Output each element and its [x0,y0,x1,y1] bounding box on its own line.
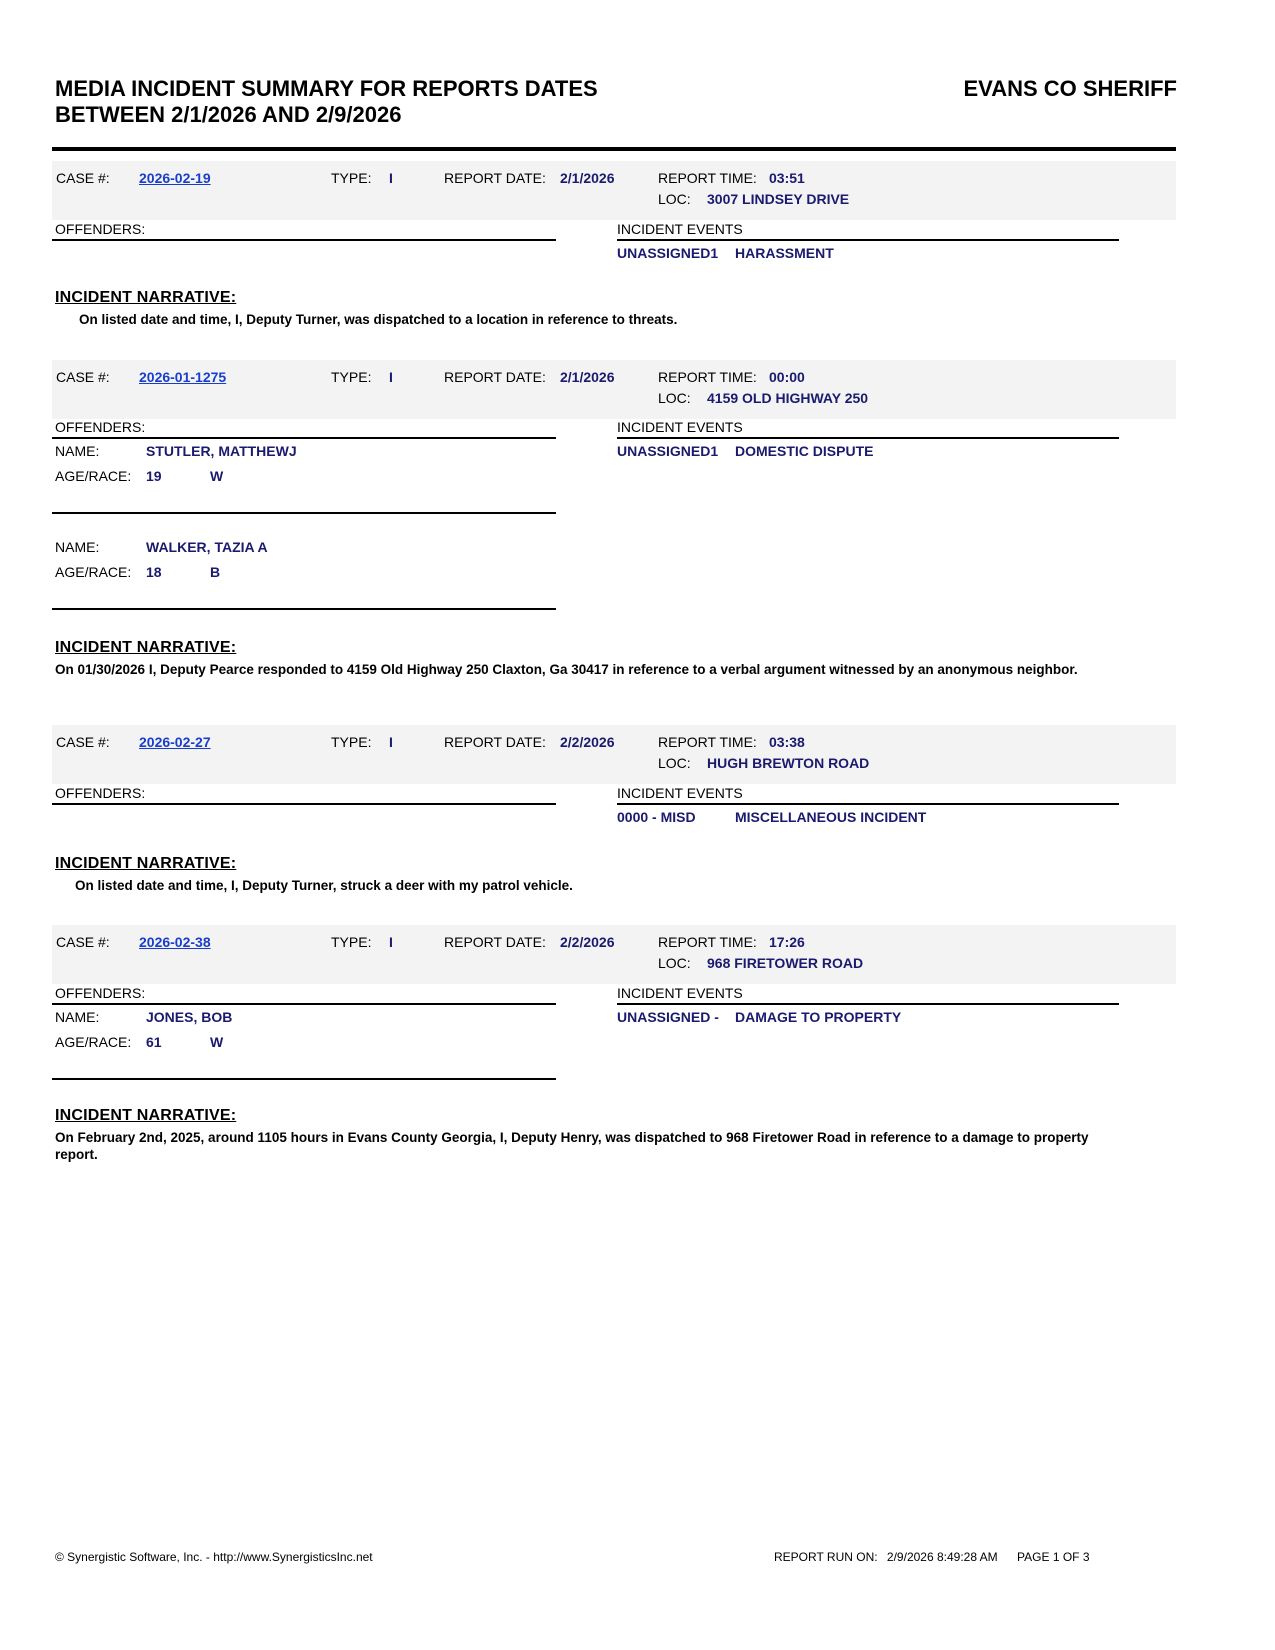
report-date-label: REPORT DATE: [444,369,546,385]
offender-name-label: NAME: [55,443,100,459]
report-run-on-value: 2/9/2026 8:49:28 AM [886,1550,998,1564]
case-label: CASE #: [56,369,110,385]
incident-events-label: INCIDENT EVENTS [617,985,743,1001]
loc-value: 968 FIRETOWER ROAD [707,955,864,971]
case-label: CASE #: [56,170,110,186]
incident-events-label: INCIDENT EVENTS [617,221,743,237]
incident-events-rule [617,437,1119,439]
event-code: UNASSIGNED1 [617,443,719,459]
report-date-value: 2/2/2026 [560,734,615,750]
offenders-label: OFFENDERS: [55,785,146,801]
type-label: TYPE: [331,170,372,186]
offender-separator [52,608,556,610]
offender-name: STUTLER, MATTHEWJ [146,443,297,459]
offender-age-race-label: AGE/RACE: [55,468,132,484]
offender-name: WALKER, TAZIA A [146,539,268,555]
report-date-label: REPORT DATE: [444,934,546,950]
narrative-text: On listed date and time, I, Deputy Turner, struck a deer with my patrol vehicle. [75,878,573,893]
narrative-heading: INCIDENT NARRATIVE: [55,855,237,872]
narrative-heading: INCIDENT NARRATIVE: [55,1107,237,1124]
offender-race: W [210,1034,224,1050]
event-code: UNASSIGNED1 [617,245,719,261]
offender-age: 19 [146,468,162,484]
type-value: I [389,934,393,950]
type-label: TYPE: [331,934,372,950]
page-number: PAGE 1 OF 3 [1017,1550,1090,1564]
incident-events-rule [617,239,1119,241]
incident-events-label: INCIDENT EVENTS [617,785,743,801]
offenders-rule [52,239,556,241]
offender-race: W [210,468,224,484]
loc-value: 4159 OLD HIGHWAY 250 [707,390,869,406]
offender-age: 61 [146,1034,162,1050]
report-time-value: 17:26 [769,934,805,950]
report-date-value: 2/2/2026 [560,934,615,950]
case-number-link[interactable]: 2026-02-27 [139,734,211,750]
case-label: CASE #: [56,734,110,750]
event-description: DOMESTIC DISPUTE [735,443,874,459]
offenders-label: OFFENDERS: [55,985,146,1001]
report-title-line1: MEDIA INCIDENT SUMMARY FOR REPORTS DATES [55,76,598,101]
loc-label: LOC: [658,955,691,971]
offender-age-race-label: AGE/RACE: [55,1034,132,1050]
type-label: TYPE: [331,734,372,750]
offenders-rule [52,1003,556,1005]
incident-events-label: INCIDENT EVENTS [617,419,743,435]
case-number-link[interactable]: 2026-02-19 [139,170,211,186]
narrative-heading: INCIDENT NARRATIVE: [55,639,237,656]
offender-age-race-label: AGE/RACE: [55,564,132,580]
header-divider [52,147,1176,151]
event-description: HARASSMENT [735,245,834,261]
report-date-label: REPORT DATE: [444,170,546,186]
offender-separator [52,1078,556,1080]
report-run-on-label: REPORT RUN ON: [774,1550,878,1564]
offenders-rule [52,437,556,439]
loc-label: LOC: [658,191,691,207]
offender-separator [52,512,556,514]
report-title [55,76,598,128]
offender-age: 18 [146,564,162,580]
report-time-value: 03:38 [769,734,805,750]
footer-copyright: © Synergistic Software, Inc. - http://www.SynergisticsInc.net [55,1550,373,1564]
case-number-link[interactable]: 2026-01-1275 [139,369,227,385]
loc-value: 3007 LINDSEY DRIVE [707,191,850,207]
case-number-link[interactable]: 2026-02-38 [139,934,211,950]
report-date-label: REPORT DATE: [444,734,546,750]
event-description: DAMAGE TO PROPERTY [735,1009,902,1025]
narrative-text: On listed date and time, I, Deputy Turner, was dispatched to a location in reference to threats. [79,312,678,327]
report-title-line2: BETWEEN 2/1/2026 AND 2/9/2026 [55,102,402,127]
case-label: CASE #: [56,934,110,950]
narrative-heading: INCIDENT NARRATIVE: [55,289,237,306]
offender-name: JONES, BOB [146,1009,233,1025]
report-time-value: 00:00 [769,369,805,385]
report-time-label: REPORT TIME: [658,934,757,950]
report-date-value: 2/1/2026 [560,170,615,186]
offenders-label: OFFENDERS: [55,419,146,435]
type-label: TYPE: [331,369,372,385]
organization-name: EVANS CO SHERIFF [963,76,1177,101]
narrative-text: On February 2nd, 2025, around 1105 hours in Evans County Georgia, I, Deputy Henry, was dispatched to 968 Firetower Road in reference to a damage to property report. [55,1130,1089,1162]
footer-run-info [774,1550,1090,1565]
loc-value: HUGH BREWTON ROAD [707,755,870,771]
event-description: MISCELLANEOUS INCIDENT [735,809,927,825]
report-time-value: 03:51 [769,170,805,186]
incident-events-rule [617,803,1119,805]
offender-name-label: NAME: [55,539,100,555]
report-date-value: 2/1/2026 [560,369,615,385]
report-time-label: REPORT TIME: [658,170,757,186]
incident-events-rule [617,1003,1119,1005]
loc-label: LOC: [658,755,691,771]
type-value: I [389,734,393,750]
loc-label: LOC: [658,390,691,406]
offender-race: B [210,564,221,580]
narrative-text: On 01/30/2026 I, Deputy Pearce responded to 4159 Old Highway 250 Claxton, Ga 30417 in reference to a verbal argument witnessed by an anonymous neighbor. [55,662,1078,677]
report-time-label: REPORT TIME: [658,369,757,385]
type-value: I [389,369,393,385]
offender-name-label: NAME: [55,1009,100,1025]
report-time-label: REPORT TIME: [658,734,757,750]
offenders-rule [52,803,556,805]
event-code: UNASSIGNED - [617,1009,719,1025]
event-code: 0000 - MISD [617,809,696,825]
offenders-label: OFFENDERS: [55,221,146,237]
type-value: I [389,170,393,186]
